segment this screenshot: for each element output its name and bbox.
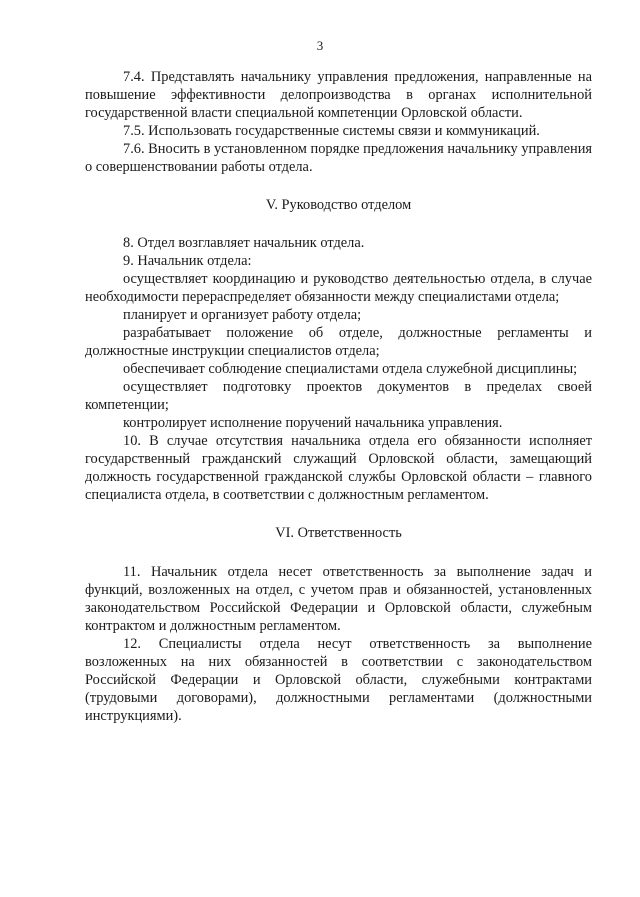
paragraph-11: 11. Начальник отдела несет ответственность за выполнение задач и функций, возложенных на отдел, с учетом прав и обязанностей, установленных законодательством Российской Федерации и Орловской области, служебным контрактом и должностным регламентом. xyxy=(85,564,592,634)
page-number: 3 xyxy=(316,38,324,53)
paragraph-7-6: 7.6. Вносить в установленном порядке предложения начальнику управления о совершенствовании работы отдела. xyxy=(85,141,593,175)
section-heading-vi: VI. Ответственность xyxy=(275,525,402,541)
duty-coordination: осуществляет координацию и руководство деятельностью отдела, в случае необходимости перераспределяет обязанности между специалистами отдела; xyxy=(85,271,592,305)
paragraph-10: 10. В случае отсутствия начальника отдела его обязанности исполняет государственный гражданский служащий Орловской области, замещающий должность государственной гражданской службы Орловской области – главного специалиста отдела, в соответствии с должностным регламентом. xyxy=(85,433,592,503)
duty-regulations: разрабатывает положение об отделе, должностные регламенты и должностные инструкции специалистов отдела; xyxy=(85,325,592,359)
paragraph-8: 8. Отдел возглавляет начальник отдела. xyxy=(123,235,365,251)
duty-documents: осуществляет подготовку проектов документов в пределах своей компетенции; xyxy=(85,379,592,413)
paragraph-7-4: 7.4. Представлять начальнику управления предложения, направленные на повышение эффективности делопроизводства в органах исполнительной государственной власти специальной компетенции Орловской области. xyxy=(85,69,592,121)
paragraph-7-5: 7.5. Использовать государственные системы связи и коммуникаций. xyxy=(123,123,540,139)
paragraph-9: 9. Начальник отдела: xyxy=(123,253,252,269)
duty-planning: планирует и организует работу отдела; xyxy=(123,307,362,323)
paragraph-12: 12. Специалисты отдела несут ответственность за выполнение возложенных на них обязанностей в соответствии с законодательством Российской Федерации и Орловской области, служебными контрактами (трудовыми договорами), должностными регламентами (должностными инструкциями). xyxy=(85,636,592,724)
duty-control: контролирует исполнение поручений начальника управления. xyxy=(123,415,503,431)
document-body xyxy=(85,68,592,725)
section-heading-v: V. Руководство отделом xyxy=(265,197,412,213)
duty-discipline: обеспечивает соблюдение специалистами отдела служебной дисциплины; xyxy=(123,361,578,377)
